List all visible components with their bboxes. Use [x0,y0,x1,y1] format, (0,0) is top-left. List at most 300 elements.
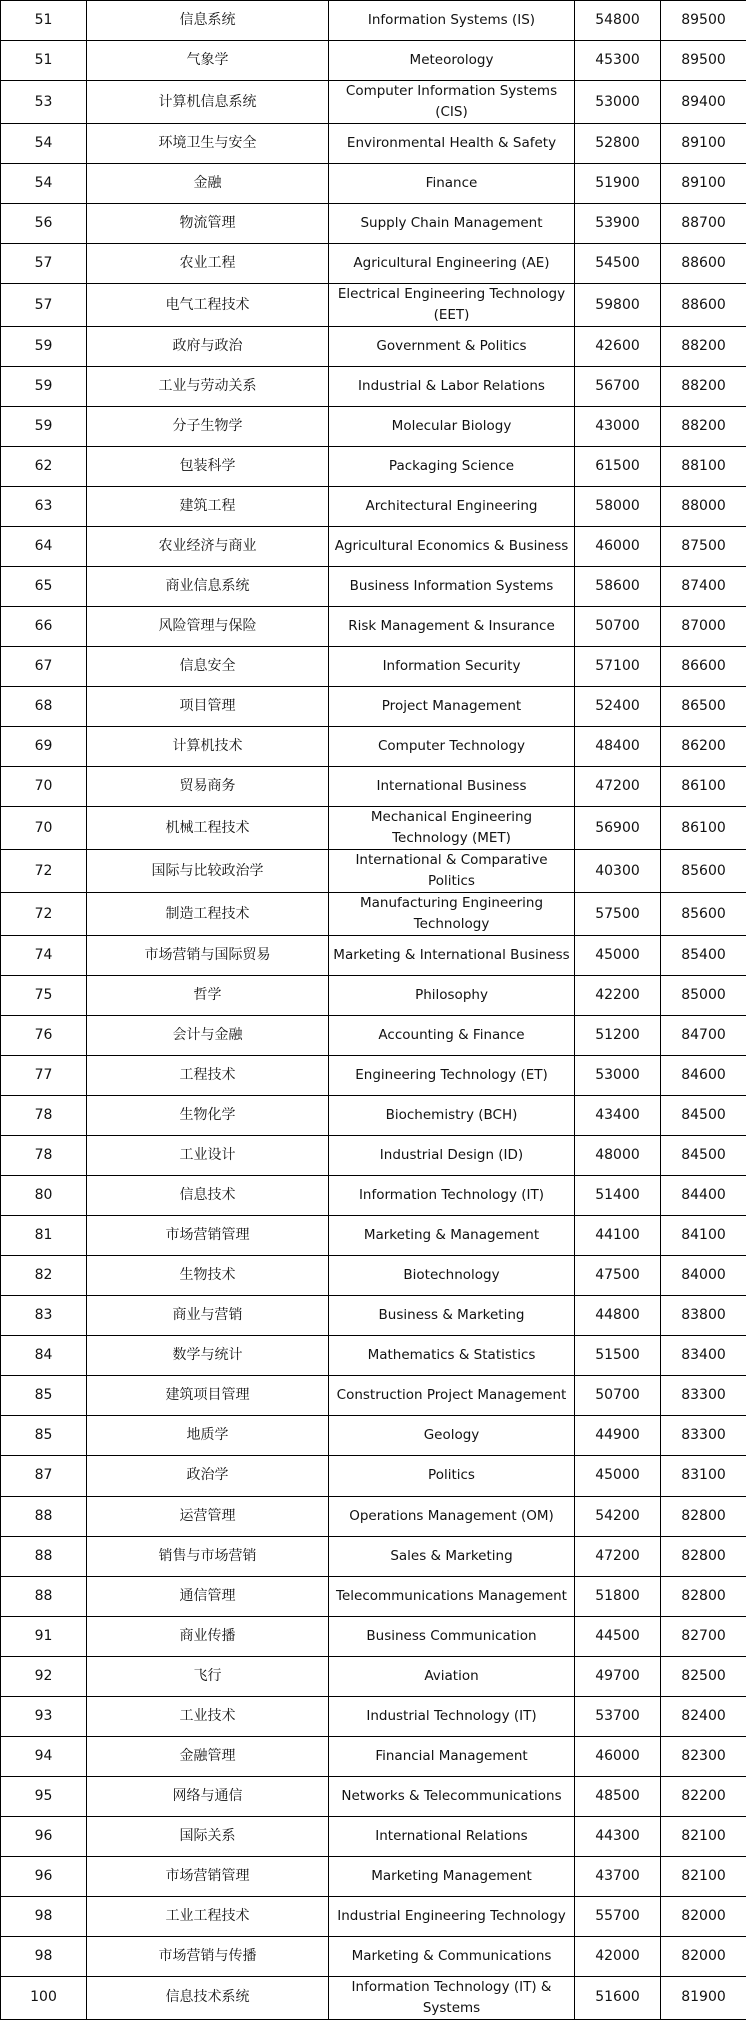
rank-cell: 56 [1,204,87,244]
major-chinese-cell: 计算机信息系统 [87,81,329,124]
starting-salary-cell: 43000 [575,407,661,447]
table-row [1,1096,746,1136]
starting-salary-cell: 59800 [575,284,661,327]
mid-career-salary-cell: 85600 [661,893,746,936]
starting-salary-cell: 47200 [575,767,661,807]
mid-career-salary-cell: 82700 [661,1616,746,1656]
major-english-cell: Information Systems (IS) [329,1,575,41]
starting-salary-cell: 44300 [575,1816,661,1856]
table-row [1,367,746,407]
table-row [1,1656,746,1696]
mid-career-salary-cell: 86600 [661,647,746,687]
rank-cell: 88 [1,1536,87,1576]
mid-career-salary-cell: 89100 [661,124,746,164]
major-english-cell: Supply Chain Management [329,204,575,244]
table-row [1,567,746,607]
starting-salary-cell: 56900 [575,807,661,850]
mid-career-salary-cell: 84500 [661,1096,746,1136]
major-chinese-cell: 分子生物学 [87,407,329,447]
major-english-cell: Mathematics & Statistics [329,1336,575,1376]
starting-salary-cell: 58600 [575,567,661,607]
major-chinese-cell: 哲学 [87,976,329,1016]
table-row [1,727,746,767]
major-english-cell: Operations Management (OM) [329,1496,575,1536]
major-english-cell: Aviation [329,1656,575,1696]
starting-salary-cell: 54200 [575,1496,661,1536]
major-english-cell: Information Technology (IT) [329,1176,575,1216]
rank-cell: 54 [1,164,87,204]
mid-career-salary-cell: 84100 [661,1216,746,1256]
major-english-cell: Molecular Biology [329,407,575,447]
major-chinese-cell: 农业经济与商业 [87,527,329,567]
major-chinese-cell: 农业工程 [87,244,329,284]
major-english-cell: Government & Politics [329,327,575,367]
major-english-cell: Biotechnology [329,1256,575,1296]
starting-salary-cell: 48000 [575,1136,661,1176]
major-chinese-cell: 制造工程技术 [87,893,329,936]
mid-career-salary-cell: 82000 [661,1896,746,1936]
rank-cell: 88 [1,1576,87,1616]
major-chinese-cell: 风险管理与保险 [87,607,329,647]
table-row [1,1216,746,1256]
starting-salary-cell: 53000 [575,81,661,124]
starting-salary-cell: 43700 [575,1856,661,1896]
mid-career-salary-cell: 83100 [661,1456,746,1496]
major-chinese-cell: 信息系统 [87,1,329,41]
major-english-cell: Project Management [329,687,575,727]
table-row [1,1416,746,1456]
starting-salary-cell: 43400 [575,1096,661,1136]
major-chinese-cell: 飞行 [87,1656,329,1696]
table-row [1,1896,746,1936]
mid-career-salary-cell: 82800 [661,1496,746,1536]
starting-salary-cell: 42600 [575,327,661,367]
major-chinese-cell: 生物化学 [87,1096,329,1136]
major-chinese-cell: 建筑工程 [87,487,329,527]
major-english-cell: Marketing & Management [329,1216,575,1256]
table-row [1,976,746,1016]
major-chinese-cell: 国际关系 [87,1816,329,1856]
starting-salary-cell: 50700 [575,607,661,647]
mid-career-salary-cell: 84500 [661,1136,746,1176]
mid-career-salary-cell: 84600 [661,1056,746,1096]
table-row [1,1616,746,1656]
table-row [1,407,746,447]
major-chinese-cell: 项目管理 [87,687,329,727]
table-row [1,1376,746,1416]
rank-cell: 82 [1,1256,87,1296]
table-row [1,1176,746,1216]
major-chinese-cell: 工业工程技术 [87,1896,329,1936]
major-english-cell: Agricultural Economics & Business [329,527,575,567]
major-english-cell: Risk Management & Insurance [329,607,575,647]
major-chinese-cell: 市场营销与传播 [87,1936,329,1976]
ranking-table-body [1,1,746,2020]
table-row [1,1016,746,1056]
starting-salary-cell: 48400 [575,727,661,767]
mid-career-salary-cell: 89100 [661,164,746,204]
table-row [1,1776,746,1816]
rank-cell: 92 [1,1656,87,1696]
mid-career-salary-cell: 88600 [661,244,746,284]
mid-career-salary-cell: 89500 [661,1,746,41]
table-row [1,647,746,687]
mid-career-salary-cell: 83400 [661,1336,746,1376]
mid-career-salary-cell: 83300 [661,1416,746,1456]
table-row [1,447,746,487]
major-english-cell: Industrial Design (ID) [329,1136,575,1176]
major-chinese-cell: 金融 [87,164,329,204]
table-row [1,527,746,567]
major-chinese-cell: 工业设计 [87,1136,329,1176]
major-chinese-cell: 气象学 [87,41,329,81]
rank-cell: 59 [1,367,87,407]
starting-salary-cell: 55700 [575,1896,661,1936]
table-row [1,1576,746,1616]
major-english-cell: Finance [329,164,575,204]
mid-career-salary-cell: 86500 [661,687,746,727]
rank-cell: 91 [1,1616,87,1656]
starting-salary-cell: 47500 [575,1256,661,1296]
starting-salary-cell: 45000 [575,1456,661,1496]
mid-career-salary-cell: 83300 [661,1376,746,1416]
major-english-cell: Manufacturing Engineering Technology [329,893,575,936]
starting-salary-cell: 44800 [575,1296,661,1336]
major-chinese-cell: 电气工程技术 [87,284,329,327]
rank-cell: 62 [1,447,87,487]
rank-cell: 70 [1,807,87,850]
major-english-cell: Information Security [329,647,575,687]
table-row [1,487,746,527]
rank-cell: 72 [1,850,87,893]
starting-salary-cell: 49700 [575,1656,661,1696]
starting-salary-cell: 52800 [575,124,661,164]
table-row [1,1816,746,1856]
major-english-cell: Industrial Engineering Technology [329,1896,575,1936]
major-english-cell: Business Information Systems [329,567,575,607]
starting-salary-cell: 51900 [575,164,661,204]
mid-career-salary-cell: 88200 [661,407,746,447]
major-chinese-cell: 通信管理 [87,1576,329,1616]
starting-salary-cell: 57100 [575,647,661,687]
major-chinese-cell: 销售与市场营销 [87,1536,329,1576]
mid-career-salary-cell: 82300 [661,1736,746,1776]
mid-career-salary-cell: 88700 [661,204,746,244]
rank-cell: 88 [1,1496,87,1536]
major-chinese-cell: 机械工程技术 [87,807,329,850]
major-chinese-cell: 运营管理 [87,1496,329,1536]
table-row [1,1056,746,1096]
starting-salary-cell: 58000 [575,487,661,527]
table-row [1,164,746,204]
mid-career-salary-cell: 85600 [661,850,746,893]
starting-salary-cell: 53900 [575,204,661,244]
table-row [1,1976,746,2019]
rank-cell: 76 [1,1016,87,1056]
mid-career-salary-cell: 84700 [661,1016,746,1056]
table-row [1,1936,746,1976]
major-chinese-cell: 信息安全 [87,647,329,687]
major-english-cell: Networks & Telecommunications [329,1776,575,1816]
mid-career-salary-cell: 86100 [661,767,746,807]
major-chinese-cell: 网络与通信 [87,1776,329,1816]
major-chinese-cell: 信息技术 [87,1176,329,1216]
mid-career-salary-cell: 88100 [661,447,746,487]
rank-cell: 96 [1,1856,87,1896]
rank-cell: 66 [1,607,87,647]
starting-salary-cell: 53000 [575,1056,661,1096]
mid-career-salary-cell: 82400 [661,1696,746,1736]
major-chinese-cell: 商业与营销 [87,1296,329,1336]
mid-career-salary-cell: 81900 [661,1976,746,2019]
starting-salary-cell: 50700 [575,1376,661,1416]
mid-career-salary-cell: 88000 [661,487,746,527]
table-row [1,1856,746,1896]
major-chinese-cell: 工业与劳动关系 [87,367,329,407]
major-english-cell: Sales & Marketing [329,1536,575,1576]
starting-salary-cell: 54800 [575,1,661,41]
rank-cell: 98 [1,1896,87,1936]
starting-salary-cell: 56700 [575,367,661,407]
table-row [1,1256,746,1296]
rank-cell: 95 [1,1776,87,1816]
rank-cell: 59 [1,407,87,447]
major-english-cell: Business & Marketing [329,1296,575,1336]
major-english-cell: Meteorology [329,41,575,81]
mid-career-salary-cell: 82800 [661,1536,746,1576]
mid-career-salary-cell: 82100 [661,1816,746,1856]
major-english-cell: International Relations [329,1816,575,1856]
starting-salary-cell: 57500 [575,893,661,936]
mid-career-salary-cell: 85400 [661,936,746,976]
starting-salary-cell: 44100 [575,1216,661,1256]
major-english-cell: Industrial Technology (IT) [329,1696,575,1736]
starting-salary-cell: 46000 [575,1736,661,1776]
rank-cell: 94 [1,1736,87,1776]
major-chinese-cell: 市场营销管理 [87,1856,329,1896]
table-row [1,204,746,244]
major-english-cell: International & Comparative Politics [329,850,575,893]
rank-cell: 65 [1,567,87,607]
major-chinese-cell: 计算机技术 [87,727,329,767]
rank-cell: 83 [1,1296,87,1336]
rank-cell: 70 [1,767,87,807]
rank-cell: 87 [1,1456,87,1496]
table-row [1,284,746,327]
rank-cell: 85 [1,1376,87,1416]
rank-cell: 84 [1,1336,87,1376]
table-row [1,244,746,284]
rank-cell: 77 [1,1056,87,1096]
rank-cell: 80 [1,1176,87,1216]
major-english-cell: International Business [329,767,575,807]
major-english-cell: Industrial & Labor Relations [329,367,575,407]
mid-career-salary-cell: 84400 [661,1176,746,1216]
mid-career-salary-cell: 82200 [661,1776,746,1816]
starting-salary-cell: 44900 [575,1416,661,1456]
table-row [1,807,746,850]
mid-career-salary-cell: 86200 [661,727,746,767]
major-english-cell: Computer Technology [329,727,575,767]
major-english-cell: Information Technology (IT) & Systems [329,1976,575,2019]
major-chinese-cell: 环境卫生与安全 [87,124,329,164]
major-chinese-cell: 物流管理 [87,204,329,244]
table-row [1,1496,746,1536]
major-english-cell: Marketing Management [329,1856,575,1896]
starting-salary-cell: 45000 [575,936,661,976]
major-english-cell: Electrical Engineering Technology (EET) [329,284,575,327]
mid-career-salary-cell: 89400 [661,81,746,124]
major-chinese-cell: 数学与统计 [87,1336,329,1376]
rank-cell: 100 [1,1976,87,2019]
mid-career-salary-cell: 86100 [661,807,746,850]
major-english-cell: Accounting & Finance [329,1016,575,1056]
rank-cell: 51 [1,41,87,81]
rank-cell: 96 [1,1816,87,1856]
mid-career-salary-cell: 82500 [661,1656,746,1696]
starting-salary-cell: 44500 [575,1616,661,1656]
major-english-cell: Politics [329,1456,575,1496]
mid-career-salary-cell: 82100 [661,1856,746,1896]
major-english-cell: Agricultural Engineering (AE) [329,244,575,284]
major-chinese-cell: 政治学 [87,1456,329,1496]
major-english-cell: Environmental Health & Safety [329,124,575,164]
major-chinese-cell: 国际与比较政治学 [87,850,329,893]
rank-cell: 78 [1,1096,87,1136]
rank-cell: 59 [1,327,87,367]
rank-cell: 57 [1,284,87,327]
mid-career-salary-cell: 88200 [661,367,746,407]
starting-salary-cell: 51600 [575,1976,661,2019]
major-english-cell: Computer Information Systems (CIS) [329,81,575,124]
rank-cell: 67 [1,647,87,687]
major-chinese-cell: 工业技术 [87,1696,329,1736]
major-english-cell: Philosophy [329,976,575,1016]
rank-cell: 57 [1,244,87,284]
rank-cell: 69 [1,727,87,767]
table-row [1,1136,746,1176]
major-english-cell: Construction Project Management [329,1376,575,1416]
starting-salary-cell: 45300 [575,41,661,81]
table-row [1,327,746,367]
major-chinese-cell: 市场营销与国际贸易 [87,936,329,976]
major-chinese-cell: 生物技术 [87,1256,329,1296]
rank-cell: 63 [1,487,87,527]
major-english-cell: Geology [329,1416,575,1456]
table-row [1,1536,746,1576]
major-english-cell: Telecommunications Management [329,1576,575,1616]
starting-salary-cell: 61500 [575,447,661,487]
mid-career-salary-cell: 82800 [661,1576,746,1616]
mid-career-salary-cell: 87000 [661,607,746,647]
major-english-cell: Financial Management [329,1736,575,1776]
starting-salary-cell: 42200 [575,976,661,1016]
major-english-cell: Mechanical Engineering Technology (MET) [329,807,575,850]
major-english-cell: Engineering Technology (ET) [329,1056,575,1096]
table-row [1,1456,746,1496]
major-chinese-cell: 政府与政治 [87,327,329,367]
rank-cell: 93 [1,1696,87,1736]
major-chinese-cell: 商业信息系统 [87,567,329,607]
rank-cell: 75 [1,976,87,1016]
table-row [1,1296,746,1336]
starting-salary-cell: 51200 [575,1016,661,1056]
starting-salary-cell: 52400 [575,687,661,727]
starting-salary-cell: 47200 [575,1536,661,1576]
table-row [1,1696,746,1736]
mid-career-salary-cell: 85000 [661,976,746,1016]
starting-salary-cell: 53700 [575,1696,661,1736]
rank-cell: 64 [1,527,87,567]
starting-salary-cell: 40300 [575,850,661,893]
rank-cell: 53 [1,81,87,124]
starting-salary-cell: 48500 [575,1776,661,1816]
major-english-cell: Architectural Engineering [329,487,575,527]
major-chinese-cell: 建筑项目管理 [87,1376,329,1416]
rank-cell: 81 [1,1216,87,1256]
table-row [1,81,746,124]
table-row [1,1,746,41]
rank-cell: 72 [1,893,87,936]
major-chinese-cell: 商业传播 [87,1616,329,1656]
major-english-cell: Packaging Science [329,447,575,487]
major-english-cell: Business Communication [329,1616,575,1656]
starting-salary-cell: 46000 [575,527,661,567]
table-row [1,936,746,976]
table-row [1,687,746,727]
starting-salary-cell: 51400 [575,1176,661,1216]
major-chinese-cell: 工程技术 [87,1056,329,1096]
table-row [1,850,746,893]
rank-cell: 54 [1,124,87,164]
mid-career-salary-cell: 88600 [661,284,746,327]
mid-career-salary-cell: 82000 [661,1936,746,1976]
starting-salary-cell: 54500 [575,244,661,284]
mid-career-salary-cell: 89500 [661,41,746,81]
mid-career-salary-cell: 87500 [661,527,746,567]
table-row [1,767,746,807]
major-english-cell: Marketing & International Business [329,936,575,976]
major-chinese-cell: 信息技术系统 [87,1976,329,2019]
table-row [1,1736,746,1776]
rank-cell: 98 [1,1936,87,1976]
table-row [1,124,746,164]
rank-cell: 51 [1,1,87,41]
table-row [1,893,746,936]
rank-cell: 85 [1,1416,87,1456]
rank-cell: 74 [1,936,87,976]
table-row [1,1336,746,1376]
table-row [1,607,746,647]
mid-career-salary-cell: 87400 [661,567,746,607]
rank-cell: 78 [1,1136,87,1176]
major-chinese-cell: 金融管理 [87,1736,329,1776]
mid-career-salary-cell: 84000 [661,1256,746,1296]
major-english-cell: Biochemistry (BCH) [329,1096,575,1136]
major-chinese-cell: 包装科学 [87,447,329,487]
major-chinese-cell: 地质学 [87,1416,329,1456]
major-english-cell: Marketing & Communications [329,1936,575,1976]
table-row [1,41,746,81]
starting-salary-cell: 51800 [575,1576,661,1616]
major-chinese-cell: 贸易商务 [87,767,329,807]
major-chinese-cell: 会计与金融 [87,1016,329,1056]
starting-salary-cell: 42000 [575,1936,661,1976]
major-chinese-cell: 市场营销管理 [87,1216,329,1256]
rank-cell: 68 [1,687,87,727]
mid-career-salary-cell: 83800 [661,1296,746,1336]
starting-salary-cell: 51500 [575,1336,661,1376]
